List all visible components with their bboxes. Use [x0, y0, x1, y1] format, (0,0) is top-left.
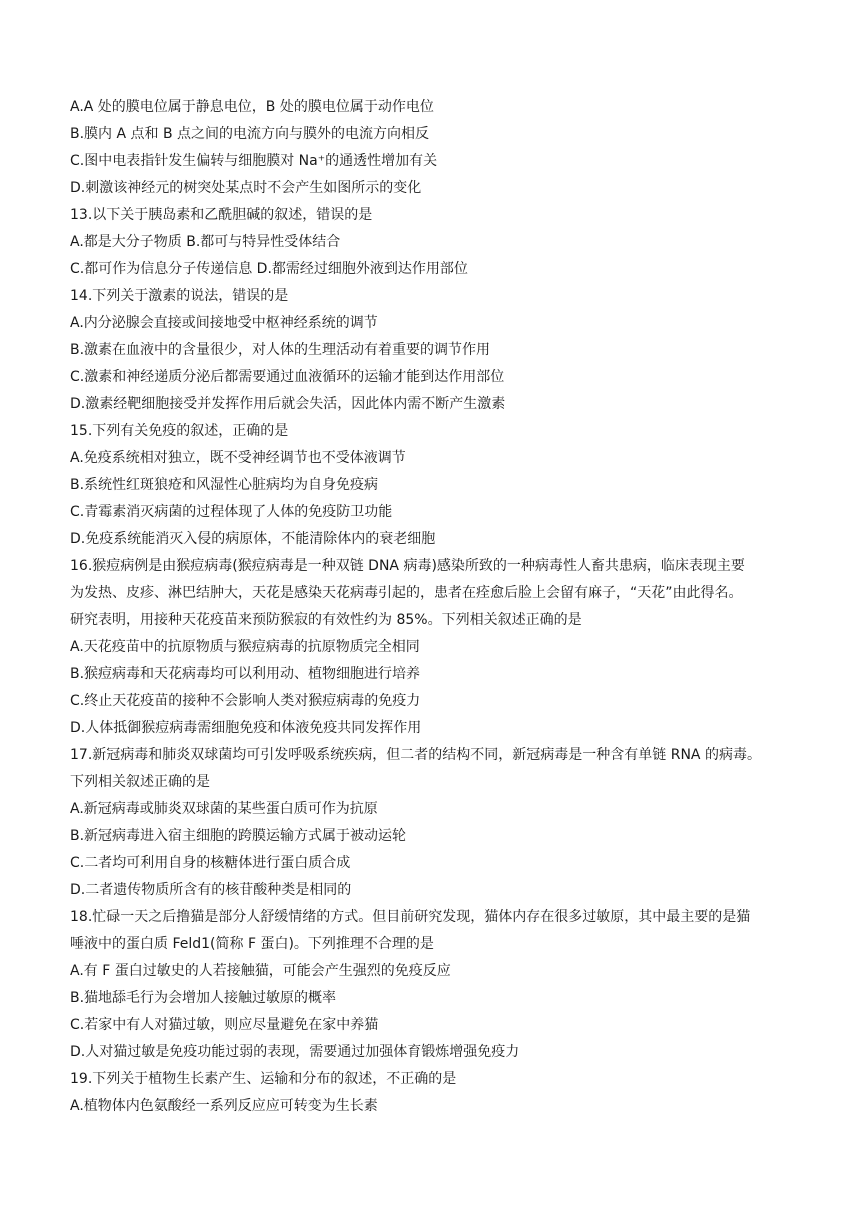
q18-stem-line-2: 唾液中的蛋白质 Feld1(简称 F 蛋白)。下列推理不合理的是 [70, 936, 434, 952]
question-list [70, 94, 800, 1120]
q14-option-c: C.激素和神经递质分泌后都需要通过血液循环的运输才能到达作用部位 [70, 369, 505, 385]
q17-stem-line-2: 下列相关叙述正确的是 [70, 774, 210, 790]
q12-option-d: D.刺激该神经元的树突处某点时不会产生如图所示的变化 [70, 180, 422, 196]
q16-option-a: A.天花疫苗中的抗原物质与猴痘病毒的抗原物质完全相同 [70, 639, 420, 655]
q13-stem: 13.以下关于胰岛素和乙酰胆碱的叙述，错误的是 [70, 207, 373, 223]
q15-option-c: C.青霉素消灭病菌的过程体现了人体的免疫防卫功能 [70, 504, 393, 520]
q16-stem-line-2: 为发热、皮疹、淋巴结肿大，天花是感染天花病毒引起的，患者在痊愈后脸上会留有麻子，“天花”由此得名。 [70, 585, 743, 601]
q16-stem-line-1: 16.猴痘病例是由猴痘病毒(猴痘病毒是一种双链 DNA 病毒)感染所致的一种病毒性人畜共患病，临床表现主要 [70, 558, 745, 574]
q15-stem: 15.下列有关免疫的叙述，正确的是 [70, 423, 289, 439]
q14-option-a: A.内分泌腺会直接或间接地受中枢神经系统的调节 [70, 315, 378, 331]
q14-stem: 14.下列关于激素的说法，错误的是 [70, 288, 289, 304]
q17-option-b: B.新冠病毒进入宿主细胞的跨膜运输方式属于被动运轮 [70, 828, 407, 844]
q16-option-d: D.人体抵御猴痘病毒需细胞免疫和体液免疫共同发挥作用 [70, 720, 422, 736]
q14-option-b: B.激素在血液中的含量很少，对人体的生理活动有着重要的调节作用 [70, 342, 491, 358]
q14-option-d: D.激素经靶细胞接受并发挥作用后就会失活，因此体内需不断产生激素 [70, 396, 506, 412]
q13-options-cd: C.都可作为信息分子传递信息 D.都需经过细胞外液到达作用部位 [70, 261, 468, 277]
q18-option-d: D.人对猫过敏是免疫功能过弱的表现，需要通过加强体育锻炼增强免疫力 [70, 1044, 520, 1060]
q15-option-b: B.系统性红斑狼疮和风湿性心脏病均为自身免疫病 [70, 477, 379, 493]
q17-option-c: C.二者均可利用自身的核糖体进行蛋白质合成 [70, 855, 351, 871]
q18-option-c: C.若家中有人对猫过敏，则应尽量避免在家中养猫 [70, 1017, 379, 1033]
q18-option-a: A.有 F 蛋白过敏史的人若接触猫，可能会产生强烈的免疫反应 [70, 963, 451, 979]
q15-option-d: D.免疫系统能消灭入侵的病原体，不能清除体内的衰老细胞 [70, 531, 436, 547]
q12-option-c: C.图中电表指针发生偏转与细胞膜对 Na⁺的通透性增加有关 [70, 153, 438, 169]
q12-option-a: A.A 处的膜电位属于静息电位，B 处的膜电位属于动作电位 [70, 99, 434, 115]
q19-stem: 19.下列关于植物生长素产生、运输和分布的叙述，不正确的是 [70, 1071, 457, 1087]
q15-option-a: A.免疫系统相对独立，既不受神经调节也不受体液调节 [70, 450, 406, 466]
q18-option-b: B.猫地舔毛行为会增加人接触过敏原的概率 [70, 990, 337, 1006]
q17-option-a: A.新冠病毒或肺炎双球菌的某些蛋白质可作为抗原 [70, 801, 378, 817]
q19-option-a: A.植物体内色氨酸经一系列反应应可转变为生长素 [70, 1098, 378, 1114]
q13-options-ab: A.都是大分子物质 B.都可与特异性受体结合 [70, 234, 341, 250]
q17-option-d: D.二者遗传物质所含有的核苷酸种类是相同的 [70, 882, 352, 898]
q16-stem-line-3: 研究表明，用接种天花疫苗来预防猴寂的有效性约为 85%。下列相关叙述正确的是 [70, 612, 582, 628]
q12-option-b: B.膜内 A 点和 B 点之间的电流方向与膜外的电流方向相反 [70, 126, 430, 142]
q17-stem-line-1: 17.新冠病毒和肺炎双球菌均可引发呼吸系统疾病，但二者的结构不同，新冠病毒是一种含有单链 RNA 的病毒。 [70, 747, 761, 763]
q16-option-c: C.终止天花疫苗的接种不会影响人类对猴痘病毒的免疫力 [70, 693, 421, 709]
q18-stem-line-1: 18.忙碌一天之后撸猫是部分人舒缓情绪的方式。但目前研究发现，猫体内存在很多过敏原，其中最主要的是猫 [70, 909, 751, 925]
q16-option-b: B.猴痘病毒和天花病毒均可以利用动、植物细胞进行培养 [70, 666, 421, 682]
